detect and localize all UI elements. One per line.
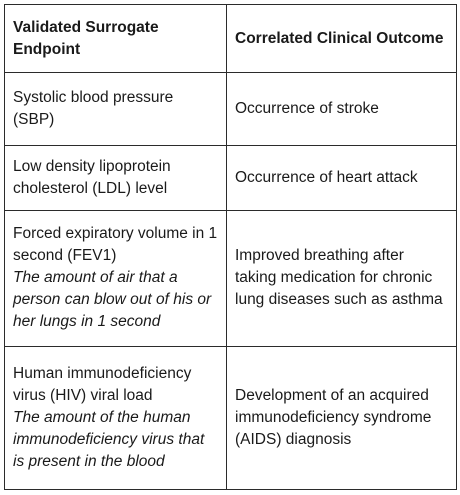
endpoint-definition: The amount of the human immunodeficiency virus that is present in the blood — [13, 408, 205, 470]
outcome-cell: Development of an acquired immunodeficiency syndrome (AIDS) diagnosis — [227, 346, 457, 489]
table-row — [5, 211, 457, 346]
table-row — [5, 146, 457, 211]
endpoint-name: Low density lipoprotein cholesterol (LDL) level — [13, 158, 171, 198]
endpoint-name: Forced expiratory volume in 1 second (FEV1) — [13, 225, 218, 265]
header-surrogate-endpoint: Validated Surrogate Endpoint — [5, 5, 227, 73]
header-clinical-outcome: Correlated Clinical Outcome — [227, 5, 457, 73]
table-row — [5, 346, 457, 489]
endpoint-cell — [5, 346, 227, 489]
outcome-cell: Improved breathing after taking medication for chronic lung diseases such as asthma — [227, 211, 457, 346]
table-header-row — [5, 5, 457, 73]
endpoint-name: Human immunodeficiency virus (HIV) viral load — [13, 364, 192, 404]
endpoint-cell — [5, 211, 227, 346]
surrogate-endpoint-table — [4, 4, 457, 490]
endpoint-definition: The amount of air that a person can blow out of his or her lungs in 1 second — [13, 269, 212, 331]
endpoint-cell — [5, 73, 227, 146]
endpoint-cell — [5, 146, 227, 211]
table-row — [5, 73, 457, 146]
endpoint-name: Systolic blood pressure (SBP) — [13, 89, 174, 129]
outcome-cell: Occurrence of heart attack — [227, 146, 457, 211]
outcome-cell: Occurrence of stroke — [227, 73, 457, 146]
